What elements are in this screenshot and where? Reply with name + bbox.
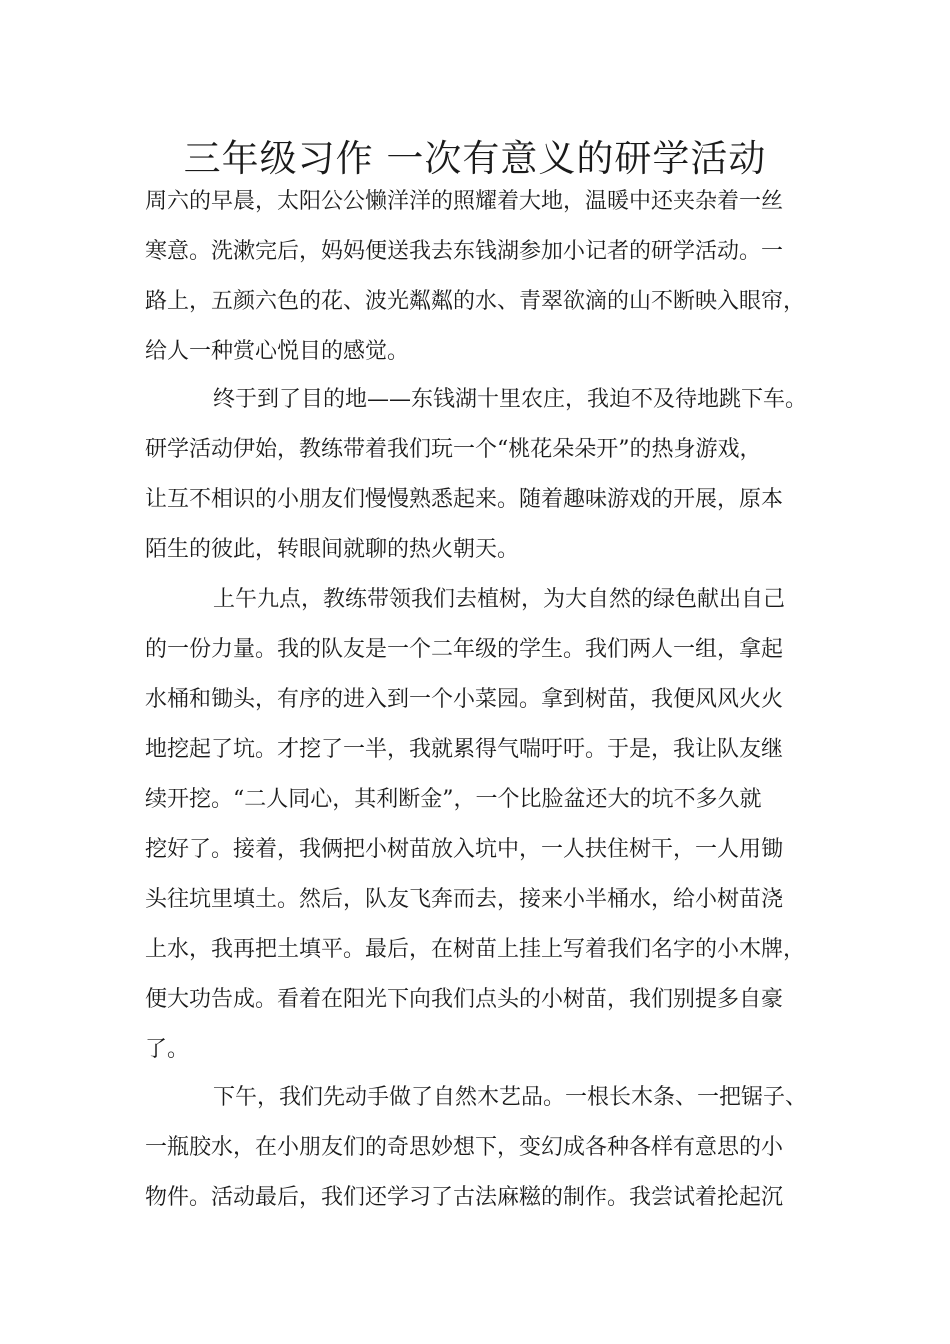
text-line: 研学活动伊始，教练带着我们玩一个“桃花朵朵开”的热身游戏， (145, 437, 762, 462)
text-line: 终于到了目的地——东钱湖十里农庄，我迫不及待地跳下车。 (213, 387, 808, 412)
text-line: 地挖起了坑。才挖了一半，我就累得气喘吁吁。于是，我让队友继 (145, 737, 784, 762)
text-line: 寒意。洗漱完后，妈妈便送我去东钱湖参加小记者的研学活动。一 (145, 239, 784, 264)
text-line: 陌生的彼此，转眼间就聊的热火朝天。 (145, 537, 520, 562)
text-line: 水桶和锄头，有序的进入到一个小菜园。拿到树苗，我便风风火火 (145, 687, 784, 712)
text-line: 的一份力量。我的队友是一个二年级的学生。我们两人一组，拿起 (145, 637, 784, 662)
text-line: 了。 (145, 1037, 190, 1062)
text-line: 上水，我再把土填平。最后，在树苗上挂上写着我们名字的小木牌， (145, 937, 806, 962)
text-line: 周六的早晨，太阳公公懒洋洋的照耀着大地，温暖中还夹杂着一丝 (145, 189, 784, 214)
text-line: 给人一种赏心悦目的感觉。 (145, 339, 410, 364)
text-line: 一瓶胶水，在小朋友们的奇思妙想下，变幻成各种各样有意思的小 (145, 1135, 784, 1160)
text-line: 下午，我们先动手做了自然木艺品。一根长木条、一把锯子、 (213, 1085, 808, 1110)
text-line: 挖好了。接着，我俩把小树苗放入坑中，一人扶住树干，一人用锄 (145, 837, 784, 862)
text-line: 路上，五颜六色的花、波光粼粼的水、青翠欲滴的山不断映入眼帘， (145, 289, 806, 314)
text-line: 头往坑里填土。然后，队友飞奔而去，接来小半桶水，给小树苗浇 (145, 887, 784, 912)
text-line: 便大功告成。看着在阳光下向我们点头的小树苗，我们别提多自豪 (145, 987, 784, 1012)
text-line: 物件。活动最后，我们还学习了古法麻糍的制作。我尝试着抡起沉 (145, 1185, 784, 1210)
text-line: 让互不相识的小朋友们慢慢熟悉起来。随着趣味游戏的开展，原本 (145, 487, 784, 512)
document-title: 三年级习作 一次有意义的研学活动 (183, 137, 767, 180)
text-line: 上午九点，教练带领我们去植树，为大自然的绿色献出自己 (213, 587, 786, 612)
text-line: 续开挖。“二人同心，其利断金”，一个比脸盆还大的坑不多久就 (145, 787, 762, 812)
